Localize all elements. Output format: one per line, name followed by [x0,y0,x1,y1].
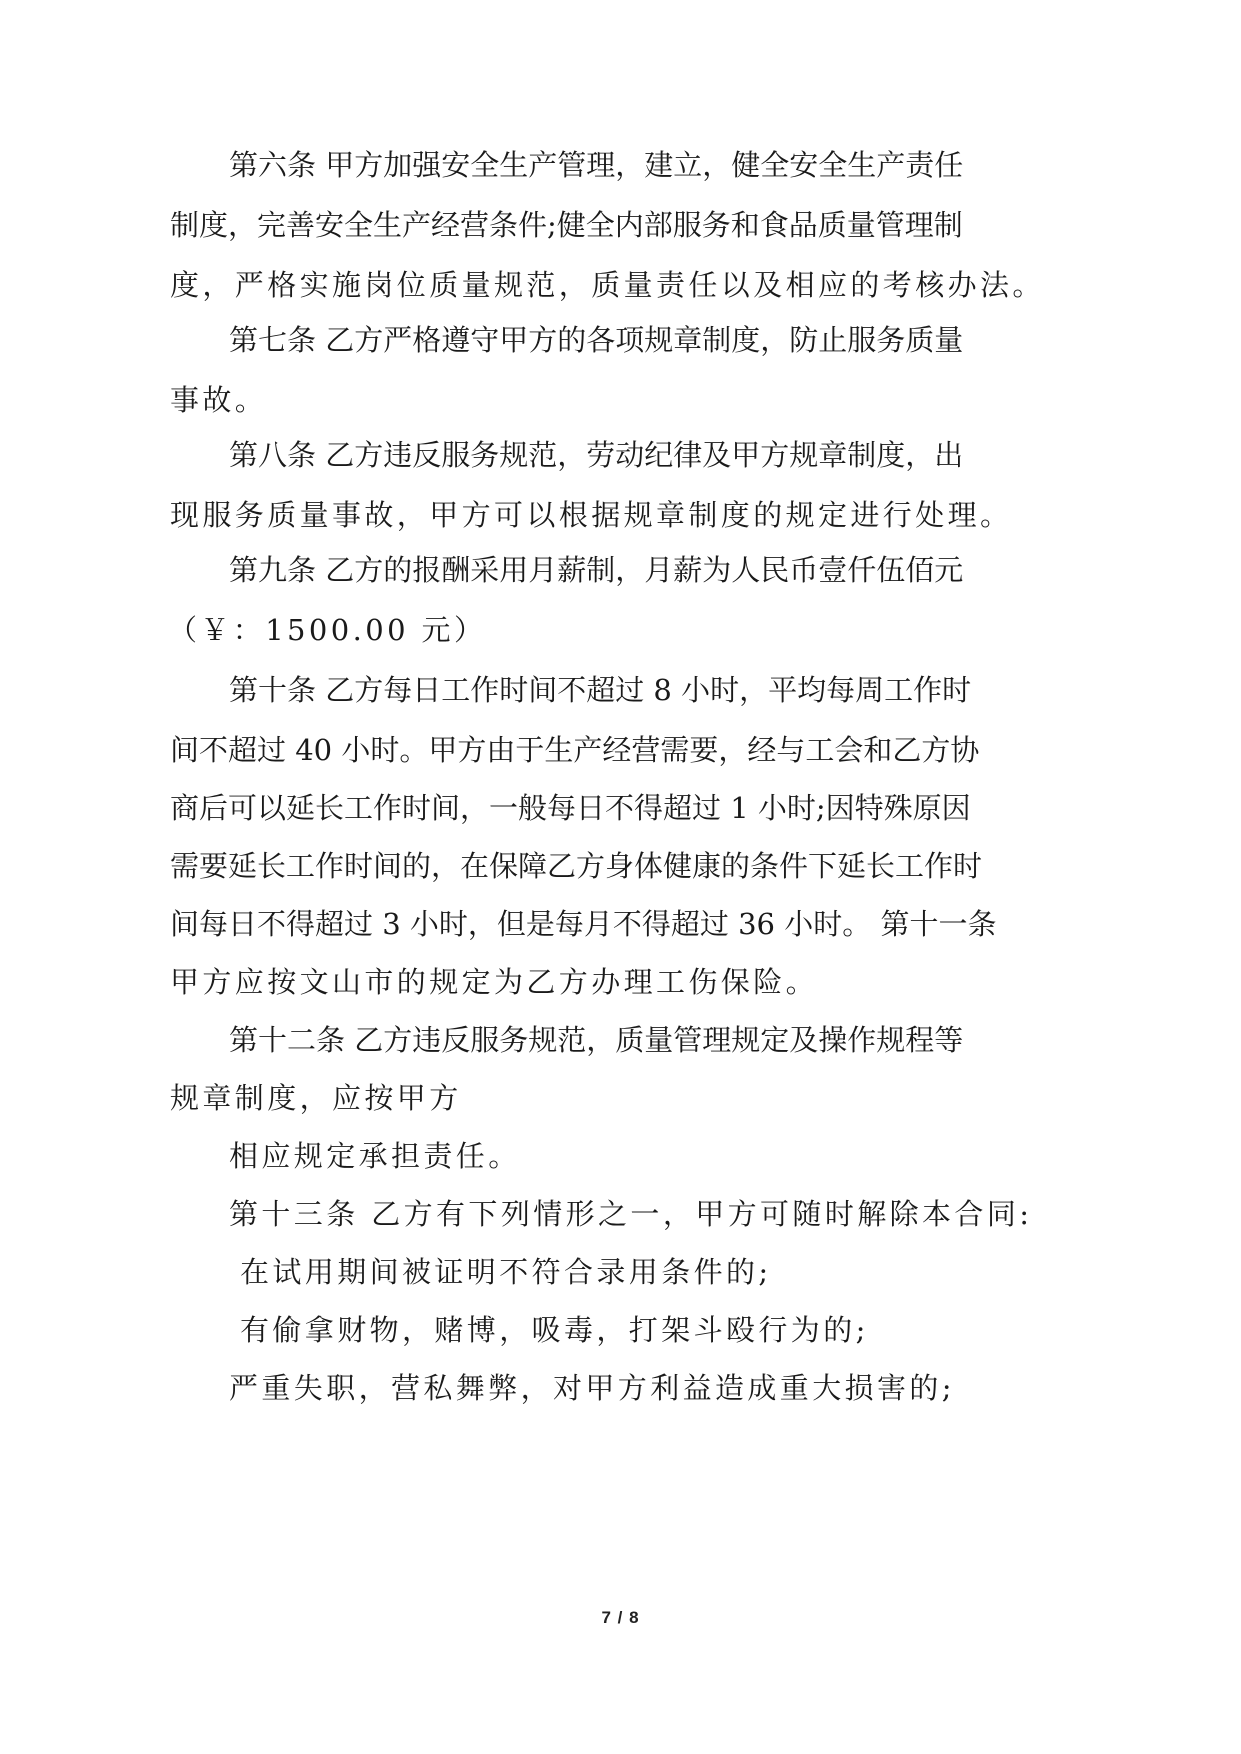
text-line: 间不超过 40 小时。甲方由于生产经营需要，经与工会和乙方协 [170,733,980,767]
text-line: 规章制度，应按甲方 [170,1081,462,1115]
text-line: 甲方应按文山市的规定为乙方办理工伤保险。 [170,965,819,999]
text-line: 第七条 乙方严格遵守甲方的各项规章制度，防止服务质量 [229,323,964,357]
text-line: 有偷拿财物，赌博，吸毒，打架斗殴行为的; [240,1313,869,1347]
text-line: 第九条 乙方的报酬采用月薪制，月薪为人民币壹仟伍佰元 [229,553,964,587]
text-line: 事故。 [170,383,268,417]
text-line: 度，严格实施岗位质量规范，质量责任以及相应的考核办法。 [170,268,1045,302]
text-line: 相应规定承担责任。 [229,1139,521,1173]
text-line: 严重失职，营私舞弊，对甲方利益造成重大损害的; [229,1371,955,1405]
text-line: 第八条 乙方违反服务规范，劳动纪律及甲方规章制度，出 [229,438,964,472]
text-line: 第十三条 乙方有下列情形之一，甲方可随时解除本合同: [229,1197,1033,1231]
text-line: 第六条 甲方加强安全生产管理，建立，健全安全生产责任 [229,148,964,182]
text-line: 第十二条 乙方违反服务规范，质量管理规定及操作规程等 [229,1023,964,1057]
text-line: 制度，完善安全生产经营条件;健全内部服务和食品质量管理制 [170,208,963,242]
page-number: 7 / 8 [601,1608,640,1627]
text-line: 第十条 乙方每日工作时间不超过 8 小时，平均每周工作时 [229,673,972,707]
text-line: 商后可以延长工作时间，一般每日不得超过 1 小时;因特殊原因 [170,791,971,825]
text-line: （￥：1500.00 元） [168,613,487,647]
text-line: 在试用期间被证明不符合录用条件的; [240,1255,772,1289]
text-line: 间每日不得超过 3 小时，但是每月不得超过 36 小时。 第十一条 [170,907,997,941]
text-line: 需要延长工作时间的，在保障乙方身体健康的条件下延长工作时 [170,849,983,883]
text-line: 现服务质量事故，甲方可以根据规章制度的规定进行处理。 [170,498,1013,532]
